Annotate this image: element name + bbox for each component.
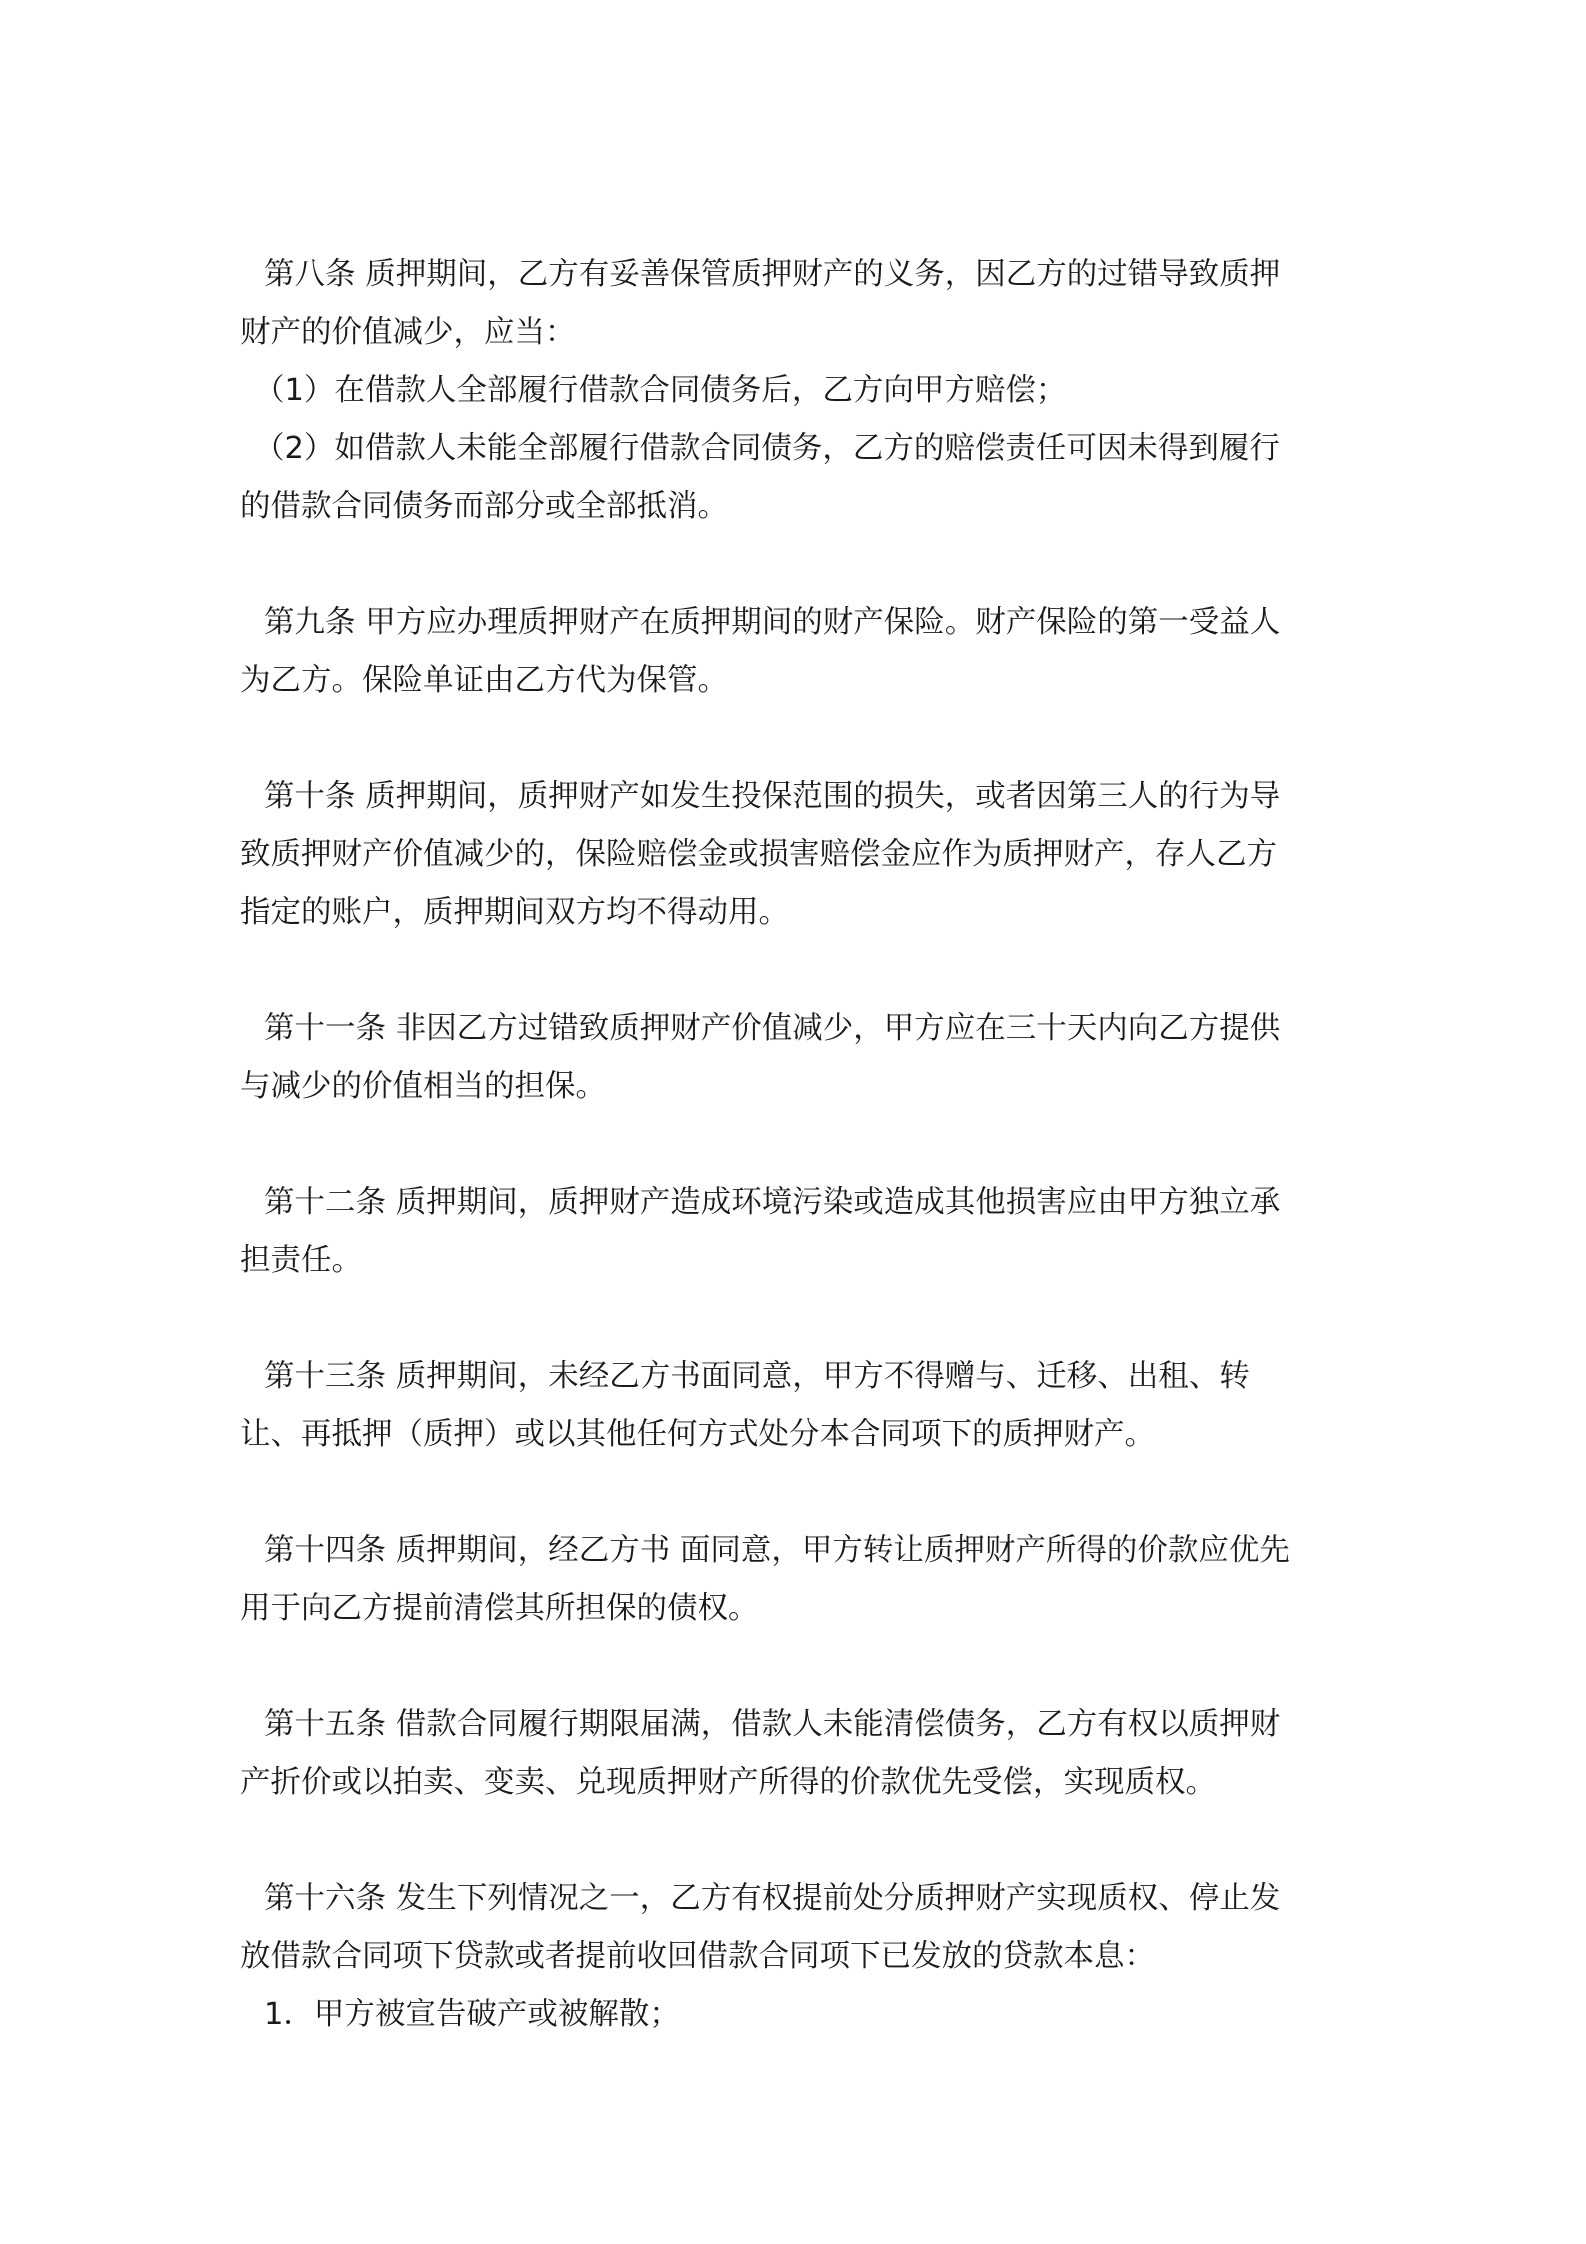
clause-item: （2）如借款人未能全部履行借款合同债务，乙方的赔偿责任可因未得到履行 [254,431,1280,466]
clause-16 [240,1870,1350,2044]
clause-line: 第十六条 发生下列情况之一，乙方有权提前处分质押财产实现质权、停止发 [264,1881,1281,1916]
document-body [240,246,1350,2102]
clause-line: 财产的价值减少，应当： [240,315,576,350]
clause-10 [240,768,1350,942]
clause-11 [240,1000,1350,1116]
clause-item: （1）在借款人全部履行借款合同债务后，乙方向甲方赔偿； [254,373,1067,408]
clause-line: 第八条 质押期间，乙方有妥善保管质押财产的义务，因乙方的过错导致质押 [264,257,1281,292]
clause-line: 第九条 甲方应办理质押财产在质押期间的财产保险。财产保险的第一受益人 [264,605,1281,640]
clause-line: 担责任。 [240,1243,362,1278]
clause-line: 用于向乙方提前清偿其所担保的债权。 [240,1591,759,1626]
clause-8 [240,246,1350,536]
clause-9 [240,594,1350,710]
clause-line: 为乙方。保险单证由乙方代为保管。 [240,663,728,698]
clause-12 [240,1174,1350,1290]
clause-14 [240,1522,1350,1638]
clause-line: 产折价或以拍卖、变卖、兑现质押财产所得的价款优先受偿，实现质权。 [240,1765,1216,1800]
clause-line: 第十三条 质押期间，未经乙方书面同意，甲方不得赠与、迁移、出租、转 [264,1359,1250,1394]
clause-line: 放借款合同项下贷款或者提前收回借款合同项下已发放的贷款本息： [240,1939,1155,1974]
clause-line: 第十四条 质押期间，经乙方书 面同意，甲方转让质押财产所得的价款应优先 [264,1533,1290,1568]
clause-item-continuation: 的借款合同债务而部分或全部抵消。 [240,489,728,524]
clause-line: 让、再抵押（质押）或以其他任何方式处分本合同项下的质押财产。 [240,1417,1155,1452]
clause-line: 指定的账户，质押期间双方均不得动用。 [240,895,789,930]
clause-line: 与减少的价值相当的担保。 [240,1069,606,1104]
clause-13 [240,1348,1350,1464]
clause-item: 1．甲方被宣告破产或被解散； [264,1997,680,2032]
clause-15 [240,1696,1350,1812]
clause-line: 第十五条 借款合同履行期限届满，借款人未能清偿债务，乙方有权以质押财 [264,1707,1281,1742]
clause-line: 第十条 质押期间，质押财产如发生投保范围的损失，或者因第三人的行为导 [264,779,1281,814]
clause-line: 第十一条 非因乙方过错致质押财产价值减少，甲方应在三十天内向乙方提供 [264,1011,1281,1046]
clause-line: 第十二条 质押期间，质押财产造成环境污染或造成其他损害应由甲方独立承 [264,1185,1281,1220]
clause-line: 致质押财产价值减少的，保险赔偿金或损害赔偿金应作为质押财产，存人乙方 [240,837,1277,872]
